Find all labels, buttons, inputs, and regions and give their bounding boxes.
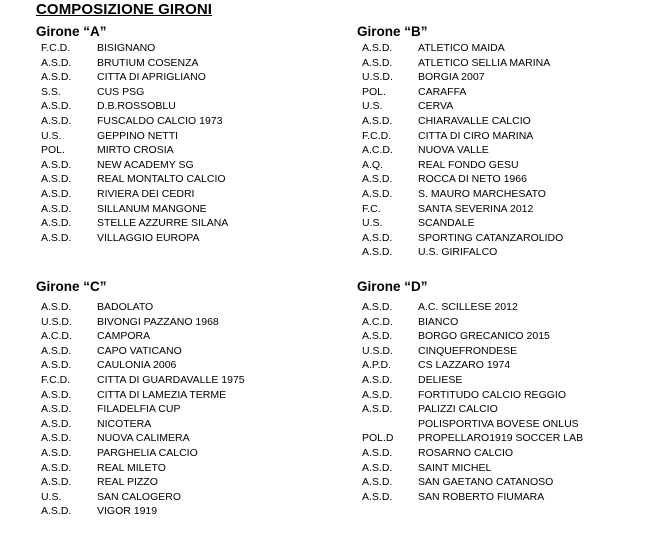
- club-type-abbreviation: U.S.D.: [41, 315, 72, 328]
- team-row: [357, 490, 657, 505]
- club-name: CUS PSG: [97, 85, 145, 98]
- team-row: [36, 129, 336, 144]
- team-row: [36, 461, 336, 476]
- team-row: [357, 231, 657, 246]
- club-type-abbreviation: A.S.D.: [41, 359, 72, 372]
- document-title: COMPOSIZIONE GIRONI: [36, 1, 213, 18]
- team-row: [36, 114, 336, 129]
- club-name: POLISPORTIVA BOVESE ONLUS: [418, 417, 579, 430]
- team-list: [357, 41, 657, 260]
- club-name: DELIESE: [418, 373, 463, 386]
- club-type-abbreviation: A.S.D.: [362, 173, 393, 186]
- group-title: Girone “C”: [36, 279, 107, 294]
- team-row: [357, 329, 657, 344]
- team-row: [357, 99, 657, 114]
- club-type-abbreviation: POL.D: [362, 432, 394, 445]
- club-name: CHIARAVALLE CALCIO: [418, 114, 531, 127]
- club-name: MIRTO CROSIA: [97, 144, 174, 157]
- club-type-abbreviation: A.S.D.: [41, 417, 72, 430]
- club-type-abbreviation: A.S.D.: [41, 217, 72, 230]
- team-row: [357, 129, 657, 144]
- club-name: BIVONGI PAZZANO 1968: [97, 315, 219, 328]
- club-type-abbreviation: A.S.D.: [362, 301, 393, 313]
- club-type-abbreviation: F.C.D.: [41, 42, 71, 54]
- team-row: [36, 231, 336, 246]
- team-row: [357, 114, 657, 129]
- team-row: [36, 300, 336, 315]
- club-name: SANTA SEVERINA 2012: [418, 202, 534, 215]
- team-row: [357, 431, 657, 446]
- club-type-abbreviation: A.S.D.: [41, 114, 72, 127]
- club-name: SAN CALOGERO: [97, 490, 182, 503]
- club-name: CAULONIA 2006: [97, 359, 177, 372]
- team-row: [36, 99, 336, 114]
- club-name: NUOVA CALIMERA: [97, 432, 190, 445]
- club-name: CITTA DI LAMEZIA TERME: [97, 388, 227, 401]
- team-row: [36, 373, 336, 388]
- club-type-abbreviation: A.S.D.: [41, 461, 72, 474]
- group-title: Girone “B”: [357, 24, 428, 39]
- club-name: FILADELFIA CUP: [97, 403, 181, 416]
- group-title: Girone “A”: [36, 24, 107, 39]
- club-type-abbreviation: A.S.D.: [362, 330, 393, 343]
- club-name: SAN ROBERTO FIUMARA: [418, 490, 545, 503]
- club-type-abbreviation: F.C.D.: [41, 373, 71, 386]
- club-name: VIGOR 1919: [97, 505, 158, 518]
- club-type-abbreviation: A.S.D.: [41, 71, 72, 84]
- club-name: REAL MONTALTO CALCIO: [97, 173, 226, 186]
- club-name: ROSARNO CALCIO: [418, 446, 514, 459]
- team-row: [36, 431, 336, 446]
- club-name: PROPELLARO1919 SOCCER LAB: [418, 432, 584, 445]
- club-name: CITTA DI CIRO MARINA: [418, 129, 534, 142]
- team-row: [357, 70, 657, 85]
- team-row: [36, 490, 336, 505]
- club-type-abbreviation: A.C.D.: [41, 330, 72, 343]
- team-row: [357, 245, 657, 260]
- club-type-abbreviation: A.S.D.: [41, 158, 72, 171]
- team-row: [357, 187, 657, 202]
- club-name: STELLE AZZURRE SILANA: [97, 217, 229, 230]
- club-type-abbreviation: S.S.: [41, 85, 61, 98]
- club-type-abbreviation: A.C.D.: [362, 315, 393, 328]
- club-name: BORGIA 2007: [418, 71, 485, 84]
- team-row: [357, 41, 657, 56]
- team-list: [36, 41, 336, 245]
- club-name: CERVA: [418, 100, 454, 113]
- club-type-abbreviation: A.S.D.: [41, 173, 72, 186]
- team-row: [36, 475, 336, 490]
- club-type-abbreviation: A.S.D.: [362, 42, 393, 54]
- team-list: [36, 300, 336, 519]
- club-name: ATLETICO MAIDA: [418, 42, 505, 54]
- club-name: CS LAZZARO 1974: [418, 359, 511, 372]
- club-name: CITTA DI GUARDAVALLE 1975: [97, 373, 245, 386]
- team-row: [357, 417, 657, 432]
- club-type-abbreviation: A.S.D.: [41, 403, 72, 416]
- club-name: SILLANUM MANGONE: [97, 202, 207, 215]
- team-row: [36, 504, 336, 519]
- club-type-abbreviation: A.S.D.: [41, 231, 72, 244]
- club-name: NEW ACADEMY SG: [97, 158, 194, 171]
- club-type-abbreviation: A.S.D.: [41, 344, 72, 357]
- team-row: [357, 344, 657, 359]
- club-type-abbreviation: A.S.D.: [362, 114, 393, 127]
- team-row: [357, 475, 657, 490]
- club-name: BADOLATO: [97, 301, 154, 313]
- team-row: [36, 329, 336, 344]
- team-row: [357, 388, 657, 403]
- club-name: NICOTERA: [97, 417, 152, 430]
- group-c: [36, 278, 336, 519]
- club-type-abbreviation: A.S.D.: [362, 403, 393, 416]
- club-type-abbreviation: A.S.D.: [362, 446, 393, 459]
- club-name: BISIGNANO: [97, 42, 156, 54]
- club-type-abbreviation: A.S.D.: [41, 476, 72, 489]
- club-type-abbreviation: A.S.D.: [362, 373, 393, 386]
- team-row: [357, 143, 657, 158]
- club-type-abbreviation: A.S.D.: [41, 56, 72, 69]
- club-type-abbreviation: POL.: [362, 85, 386, 98]
- club-type-abbreviation: A.S.D.: [41, 202, 72, 215]
- club-name: ATLETICO SELLIA MARINA: [418, 56, 551, 69]
- team-row: [36, 446, 336, 461]
- club-type-abbreviation: A.S.D.: [362, 246, 393, 259]
- club-type-abbreviation: U.S.D.: [362, 344, 393, 357]
- club-name: REAL FONDO GESU: [418, 158, 519, 171]
- group-b: [357, 23, 657, 260]
- club-type-abbreviation: A.S.D.: [362, 187, 393, 200]
- team-row: [36, 158, 336, 173]
- club-name: PALIZZI CALCIO: [418, 403, 498, 416]
- club-type-abbreviation: A.S.D.: [362, 476, 393, 489]
- club-name: CAMPORA: [97, 330, 151, 343]
- club-type-abbreviation: A.S.D.: [41, 388, 72, 401]
- team-row: [36, 70, 336, 85]
- group-d: [357, 278, 657, 504]
- team-row: [36, 56, 336, 71]
- club-type-abbreviation: A.S.D.: [41, 505, 72, 518]
- club-type-abbreviation: A.C.D.: [362, 144, 393, 157]
- club-type-abbreviation: A.Q.: [362, 158, 384, 171]
- team-row: [36, 85, 336, 100]
- club-name: REAL MILETO: [97, 461, 166, 474]
- club-type-abbreviation: U.S.: [41, 129, 62, 142]
- group-title: Girone “D”: [357, 279, 428, 294]
- team-row: [36, 344, 336, 359]
- group-a: [36, 23, 336, 245]
- club-name: ROCCA DI NETO 1966: [418, 173, 527, 186]
- club-name: SAINT MICHEL: [418, 461, 492, 474]
- club-type-abbreviation: A.S.D.: [362, 388, 393, 401]
- team-row: [357, 158, 657, 173]
- club-name: REAL PIZZO: [97, 476, 158, 489]
- club-name: BORGO GRECANICO 2015: [418, 330, 550, 343]
- club-name: BRUTIUM COSENZA: [97, 56, 199, 69]
- club-type-abbreviation: A.P.D.: [362, 359, 391, 372]
- club-type-abbreviation: U.S.D.: [362, 71, 393, 84]
- team-row: [357, 373, 657, 388]
- club-name: S. MAURO MARCHESATO: [418, 187, 546, 200]
- team-row: [36, 402, 336, 417]
- team-row: [357, 85, 657, 100]
- club-type-abbreviation: POL.: [41, 144, 65, 157]
- club-type-abbreviation: F.C.: [362, 202, 381, 215]
- team-row: [357, 172, 657, 187]
- club-name: FORTITUDO CALCIO REGGIO: [418, 388, 566, 401]
- team-row: [36, 417, 336, 432]
- club-name: U.S. GIRIFALCO: [418, 246, 498, 259]
- club-name: VILLAGGIO EUROPA: [97, 231, 200, 244]
- club-type-abbreviation: A.S.D.: [362, 461, 393, 474]
- team-row: [357, 446, 657, 461]
- club-type-abbreviation: U.S.: [362, 217, 383, 230]
- team-row: [357, 358, 657, 373]
- club-name: SCANDALE: [418, 217, 475, 230]
- team-row: [357, 402, 657, 417]
- team-row: [36, 41, 336, 56]
- club-name: A.C. SCILLESE 2012: [418, 301, 518, 313]
- club-type-abbreviation: A.S.D.: [362, 231, 393, 244]
- team-row: [357, 216, 657, 231]
- club-name: GEPPINO NETTI: [97, 129, 179, 142]
- team-list: [357, 300, 657, 504]
- club-name: FUSCALDO CALCIO 1973: [97, 114, 223, 127]
- club-type-abbreviation: A.S.D.: [41, 446, 72, 459]
- club-name: NUOVA VALLE: [418, 144, 489, 157]
- team-row: [36, 187, 336, 202]
- team-row: [36, 202, 336, 217]
- team-row: [36, 358, 336, 373]
- club-name: CARAFFA: [418, 85, 467, 98]
- club-name: PARGHELIA CALCIO: [97, 446, 198, 459]
- club-type-abbreviation: A.S.D.: [362, 490, 393, 503]
- team-row: [357, 461, 657, 476]
- team-row: [357, 56, 657, 71]
- club-type-abbreviation: A.S.D.: [362, 56, 393, 69]
- team-row: [357, 202, 657, 217]
- team-row: [36, 143, 336, 158]
- club-name: CINQUEFRONDESE: [418, 344, 518, 357]
- club-name: BIANCO: [418, 315, 459, 328]
- club-name: SPORTING CATANZAROLIDO: [418, 231, 564, 244]
- team-row: [36, 388, 336, 403]
- club-name: CITTA DI APRIGLIANO: [97, 71, 206, 84]
- club-type-abbreviation: U.S.: [41, 490, 62, 503]
- club-name: D.B.ROSSOBLU: [97, 100, 176, 113]
- club-type-abbreviation: U.S.: [362, 100, 383, 113]
- club-name: CAPO VATICANO: [97, 344, 182, 357]
- club-type-abbreviation: A.S.D.: [41, 432, 72, 445]
- club-name: SAN GAETANO CATANOSO: [418, 476, 554, 489]
- club-type-abbreviation: A.S.D.: [41, 100, 72, 113]
- club-type-abbreviation: A.S.D.: [41, 301, 72, 313]
- team-row: [357, 300, 657, 315]
- club-name: RIVIERA DEI CEDRI: [97, 187, 195, 200]
- club-type-abbreviation: A.S.D.: [41, 187, 72, 200]
- team-row: [357, 315, 657, 330]
- team-row: [36, 315, 336, 330]
- club-type-abbreviation: F.C.D.: [362, 129, 392, 142]
- team-row: [36, 172, 336, 187]
- team-row: [36, 216, 336, 231]
